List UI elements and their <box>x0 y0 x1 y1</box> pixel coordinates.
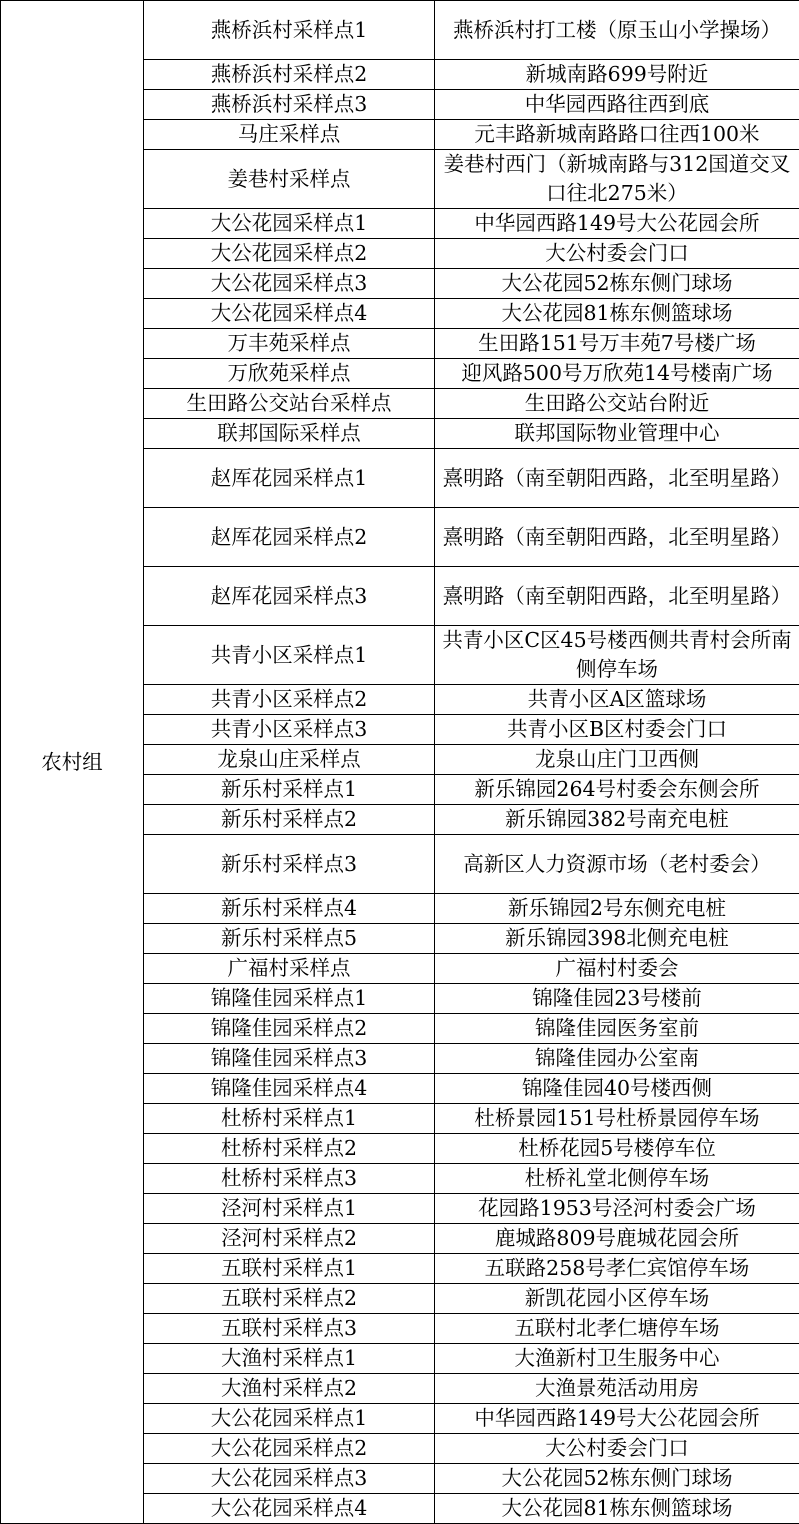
sampling-point-location: 锦隆佳园办公室南 <box>435 1044 799 1074</box>
sampling-point-name: 大公花园采样点3 <box>144 269 435 299</box>
sampling-point-location: 锦隆佳园40号楼西侧 <box>435 1074 799 1104</box>
sampling-point-location: 大公村委会门口 <box>435 239 799 269</box>
sampling-point-name: 大渔村采样点2 <box>144 1374 435 1404</box>
sampling-point-location: 联邦国际物业管理中心 <box>435 419 799 449</box>
sampling-point-name: 万欣苑采样点 <box>144 359 435 389</box>
sampling-point-name: 杜桥村采样点3 <box>144 1164 435 1194</box>
sampling-point-name: 锦隆佳园采样点1 <box>144 984 435 1014</box>
table-row <box>1 1 799 60</box>
sampling-point-name: 广福村采样点 <box>144 954 435 984</box>
sampling-point-name: 赵厍花园采样点1 <box>144 449 435 508</box>
sampling-point-location: 生田路公交站台附近 <box>435 389 799 419</box>
sampling-point-name: 赵厍花园采样点3 <box>144 567 435 626</box>
sampling-point-name: 大渔村采样点1 <box>144 1344 435 1374</box>
table-body <box>1 1 799 1524</box>
sampling-point-location: 中华园西路149号大公花园会所 <box>435 1404 799 1434</box>
sampling-point-location: 大公花园52栋东侧门球场 <box>435 269 799 299</box>
sampling-point-name: 马庄采样点 <box>144 120 435 150</box>
sampling-point-location: 新乐锦园2号东侧充电桩 <box>435 894 799 924</box>
sampling-point-name: 大公花园采样点4 <box>144 299 435 329</box>
sampling-point-name: 大公花园采样点4 <box>144 1494 435 1524</box>
sampling-point-location: 大公花园81栋东侧篮球场 <box>435 1494 799 1524</box>
sampling-point-name: 生田路公交站台采样点 <box>144 389 435 419</box>
sampling-point-location: 燕桥浜村打工楼（原玉山小学操场） <box>435 1 799 60</box>
sampling-point-name: 大公花园采样点1 <box>144 209 435 239</box>
sampling-point-location: 大公花园81栋东侧篮球场 <box>435 299 799 329</box>
sampling-point-location: 新乐锦园398北侧充电桩 <box>435 924 799 954</box>
sampling-point-location: 大公村委会门口 <box>435 1434 799 1464</box>
sampling-point-name: 万丰苑采样点 <box>144 329 435 359</box>
sampling-point-location: 熹明路（南至朝阳西路，北至明星路） <box>435 567 799 626</box>
sampling-point-name: 杜桥村采样点1 <box>144 1104 435 1134</box>
sampling-point-location: 中华园西路往西到底 <box>435 90 799 120</box>
group-label-cell: 农村组 <box>1 1 144 1524</box>
sampling-point-name: 杜桥村采样点2 <box>144 1134 435 1164</box>
sampling-point-location: 新乐锦园264号村委会东侧会所 <box>435 775 799 805</box>
sampling-point-name: 共青小区采样点2 <box>144 685 435 715</box>
sampling-point-location: 生田路151号万丰苑7号楼广场 <box>435 329 799 359</box>
sampling-point-name: 燕桥浜村采样点1 <box>144 1 435 60</box>
sampling-point-location: 杜桥花园5号楼停车位 <box>435 1134 799 1164</box>
sampling-point-name: 泾河村采样点2 <box>144 1224 435 1254</box>
sampling-point-name: 燕桥浜村采样点3 <box>144 90 435 120</box>
sampling-point-location: 中华园西路149号大公花园会所 <box>435 209 799 239</box>
sampling-point-location: 元丰路新城南路路口往西100米 <box>435 120 799 150</box>
sampling-point-location: 高新区人力资源市场（老村委会） <box>435 835 799 894</box>
sampling-point-location: 姜巷村西门（新城南路与312国道交叉口往北275米） <box>435 150 799 209</box>
sampling-point-location: 五联路258号孝仁宾馆停车场 <box>435 1254 799 1284</box>
sampling-point-location: 共青小区C区45号楼西侧共青村会所南侧停车场 <box>435 626 799 685</box>
sampling-point-location: 大渔新村卫生服务中心 <box>435 1344 799 1374</box>
sampling-point-name: 新乐村采样点2 <box>144 805 435 835</box>
sampling-point-name: 燕桥浜村采样点2 <box>144 60 435 90</box>
sampling-point-name: 锦隆佳园采样点3 <box>144 1044 435 1074</box>
sampling-point-location: 鹿城路809号鹿城花园会所 <box>435 1224 799 1254</box>
sampling-point-name: 共青小区采样点3 <box>144 715 435 745</box>
sampling-point-location: 花园路1953号泾河村委会广场 <box>435 1194 799 1224</box>
sampling-point-location: 共青小区B区村委会门口 <box>435 715 799 745</box>
sampling-point-location: 大公花园52栋东侧门球场 <box>435 1464 799 1494</box>
sampling-point-location: 新城南路699号附近 <box>435 60 799 90</box>
sampling-point-location: 大渔景苑活动用房 <box>435 1374 799 1404</box>
sampling-point-location: 锦隆佳园医务室前 <box>435 1014 799 1044</box>
sampling-point-name: 大公花园采样点2 <box>144 1434 435 1464</box>
sampling-point-name: 锦隆佳园采样点4 <box>144 1074 435 1104</box>
sampling-point-location: 广福村村委会 <box>435 954 799 984</box>
sampling-point-name: 锦隆佳园采样点2 <box>144 1014 435 1044</box>
sampling-point-name: 共青小区采样点1 <box>144 626 435 685</box>
sampling-point-location: 五联村北孝仁塘停车场 <box>435 1314 799 1344</box>
sampling-point-name: 联邦国际采样点 <box>144 419 435 449</box>
sampling-point-location: 共青小区A区篮球场 <box>435 685 799 715</box>
sampling-point-location: 龙泉山庄门卫西侧 <box>435 745 799 775</box>
sampling-point-name: 新乐村采样点3 <box>144 835 435 894</box>
sampling-point-location: 熹明路（南至朝阳西路，北至明星路） <box>435 449 799 508</box>
sampling-point-location: 熹明路（南至朝阳西路，北至明星路） <box>435 508 799 567</box>
sampling-point-name: 姜巷村采样点 <box>144 150 435 209</box>
sampling-point-location: 杜桥礼堂北侧停车场 <box>435 1164 799 1194</box>
sampling-point-name: 五联村采样点2 <box>144 1284 435 1314</box>
sampling-point-name: 新乐村采样点5 <box>144 924 435 954</box>
sampling-point-name: 大公花园采样点2 <box>144 239 435 269</box>
sampling-point-location: 杜桥景园151号杜桥景园停车场 <box>435 1104 799 1134</box>
sampling-point-location: 锦隆佳园23号楼前 <box>435 984 799 1014</box>
sampling-point-name: 新乐村采样点1 <box>144 775 435 805</box>
sampling-point-name: 赵厍花园采样点2 <box>144 508 435 567</box>
sampling-point-name: 龙泉山庄采样点 <box>144 745 435 775</box>
sampling-point-location: 迎风路500号万欣苑14号楼南广场 <box>435 359 799 389</box>
sampling-point-name: 新乐村采样点4 <box>144 894 435 924</box>
sampling-point-name: 大公花园采样点3 <box>144 1464 435 1494</box>
sampling-point-location: 新凯花园小区停车场 <box>435 1284 799 1314</box>
sampling-point-location: 新乐锦园382号南充电桩 <box>435 805 799 835</box>
sampling-point-name: 五联村采样点3 <box>144 1314 435 1344</box>
sampling-point-name: 大公花园采样点1 <box>144 1404 435 1434</box>
sampling-point-name: 五联村采样点1 <box>144 1254 435 1284</box>
sampling-point-name: 泾河村采样点1 <box>144 1194 435 1224</box>
